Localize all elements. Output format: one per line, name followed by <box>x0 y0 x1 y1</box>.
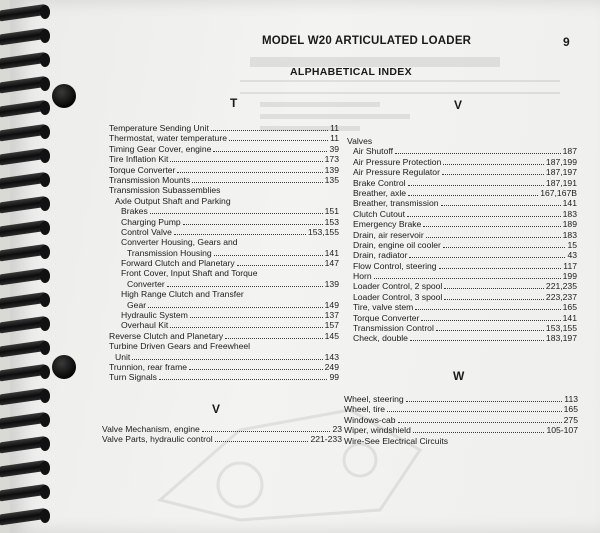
dot-leader <box>189 362 323 370</box>
index-entry <box>109 165 339 175</box>
entry-page-ref: 165 <box>563 404 578 415</box>
entry-label: Charging Pump <box>121 216 181 227</box>
entry-page-ref: 147 <box>324 258 339 269</box>
entry-label: Transmission Subassemblies <box>109 185 221 196</box>
dot-leader <box>190 310 323 318</box>
binding-coil <box>0 484 52 501</box>
entry-page-ref: 151 <box>324 206 339 217</box>
dot-leader <box>441 198 561 206</box>
dot-leader <box>406 394 563 402</box>
entry-label: Overhaul Kit <box>121 320 169 331</box>
entry-label: High Range Clutch and Transfer <box>121 289 244 300</box>
index-entry <box>109 331 339 341</box>
entry-page-ref: 249 <box>324 361 339 372</box>
entry-page-ref: 143 <box>324 351 339 362</box>
entry-page-ref: 199 <box>562 271 577 282</box>
letter-heading-w: W <box>453 369 465 383</box>
entry-label: Wheel, tire <box>344 404 386 415</box>
binding-coil <box>0 172 52 189</box>
dot-leader <box>443 240 566 248</box>
entry-page-ref: 15 <box>567 239 577 250</box>
index-entry <box>109 248 339 258</box>
letter-heading-t: T <box>230 96 238 110</box>
dot-leader <box>215 434 309 442</box>
entry-page-ref: 173 <box>324 154 339 165</box>
dot-leader <box>439 261 562 269</box>
binding-coil <box>0 292 52 309</box>
entry-label: Breather, transmission <box>353 198 439 209</box>
entry-label: Wheel, steering <box>344 394 404 404</box>
binding-coil <box>0 316 52 333</box>
entry-label: Axle Output Shaft and Parking <box>115 195 231 206</box>
binding-coil <box>0 460 52 477</box>
index-entry <box>109 144 339 154</box>
entry-label: Flow Control, steering <box>353 260 437 271</box>
dot-leader <box>423 219 560 227</box>
index-entry <box>109 237 339 247</box>
dot-leader <box>183 217 323 225</box>
index-entry <box>347 281 577 291</box>
index-entry <box>109 154 339 164</box>
entry-label: Breather, axle <box>353 187 407 198</box>
entry-label: Brake Control <box>353 177 406 188</box>
index-entry <box>109 217 339 227</box>
dot-leader <box>148 300 323 308</box>
index-entry <box>347 302 577 312</box>
entry-label: Tire, valve stem <box>353 302 414 313</box>
entry-label: Valves <box>347 136 373 146</box>
dot-leader <box>443 157 544 165</box>
index-entry <box>347 167 577 177</box>
entry-page-ref: 141 <box>324 247 339 258</box>
entry-page-ref: 153,155 <box>307 226 339 237</box>
index-entry <box>109 185 339 195</box>
entry-label: Unit <box>115 351 131 362</box>
dot-leader <box>170 320 322 328</box>
index-entry <box>347 136 577 146</box>
index-entry <box>344 415 578 425</box>
dot-leader <box>387 404 562 412</box>
binding-coil <box>0 364 52 381</box>
entry-page-ref: 141 <box>562 198 577 209</box>
index-entry <box>109 268 339 278</box>
letter-heading-v-left: V <box>212 402 221 416</box>
letter-heading-v-right: V <box>454 98 463 112</box>
entry-page-ref: 139 <box>324 278 339 289</box>
binding-coil <box>0 100 52 117</box>
entry-label: Thermostat, water temperature <box>109 133 227 144</box>
index-entry <box>347 323 577 333</box>
entry-label: Air Shutoff <box>353 146 393 157</box>
dot-leader <box>214 248 323 256</box>
entry-page-ref: 11 <box>330 133 339 144</box>
page-title: MODEL W20 ARTICULATED LOADER <box>262 35 472 47</box>
binding-coil <box>0 76 52 93</box>
dot-leader <box>408 178 544 186</box>
index-column-v-left <box>102 424 342 445</box>
index-entry <box>109 196 339 206</box>
dot-leader <box>398 415 562 423</box>
dot-leader <box>415 302 560 310</box>
index-entry <box>109 372 339 382</box>
entry-label: Drain, radiator <box>353 250 408 261</box>
binding-coil <box>0 436 52 453</box>
dot-leader <box>444 281 544 289</box>
dot-leader <box>407 209 561 217</box>
entry-page-ref: 165 <box>562 302 577 313</box>
entry-label: Front Cover, Input Shaft and Torque <box>121 268 258 279</box>
index-entry <box>347 271 577 281</box>
entry-label: Converter <box>127 278 165 289</box>
punch-hole-top <box>52 84 76 108</box>
index-entry <box>347 240 577 250</box>
spiral-binding <box>0 0 56 533</box>
entry-label: Transmission Mounts <box>109 174 191 185</box>
entry-label: Converter Housing, Gears and <box>121 237 238 248</box>
entry-page-ref: 23 <box>332 424 342 434</box>
entry-label: Hydraulic System <box>121 310 188 321</box>
entry-page-ref: 183 <box>562 229 577 240</box>
index-entry <box>109 206 339 216</box>
binding-coil <box>0 52 52 69</box>
dot-leader <box>159 372 328 380</box>
dot-leader <box>426 230 561 238</box>
entry-label: Windows-cab <box>344 414 396 425</box>
binding-coil <box>0 340 52 357</box>
entry-label: Drain, air reservoir <box>353 229 424 240</box>
index-entry <box>344 436 578 446</box>
dot-leader <box>211 123 328 131</box>
dot-leader <box>192 175 322 183</box>
dot-leader <box>442 167 544 175</box>
entry-label: Air Pressure Regulator <box>353 167 440 178</box>
entry-label: Forward Clutch and Planetary <box>121 258 235 269</box>
binding-coil <box>0 28 52 45</box>
dot-leader <box>177 165 322 173</box>
index-entry <box>347 250 577 260</box>
entry-page-ref: 157 <box>324 320 339 331</box>
index-entry <box>347 146 577 156</box>
dot-leader <box>436 323 544 331</box>
entry-page-ref: 39 <box>329 143 339 154</box>
index-column-w <box>344 394 578 446</box>
dot-leader <box>213 144 327 152</box>
index-entry <box>109 133 339 143</box>
entry-label: Drain, engine oil cooler <box>353 239 441 250</box>
entry-label: Control Valve <box>121 226 172 237</box>
entry-page-ref: 167,167B <box>540 187 577 198</box>
index-entry <box>347 219 577 229</box>
index-entry <box>347 292 577 302</box>
entry-label: Valve Parts, hydraulic control <box>102 434 213 445</box>
entry-label: Trunnion, rear frame <box>109 361 188 372</box>
index-entry <box>109 300 339 310</box>
index-entry <box>344 425 578 435</box>
index-entry <box>109 227 339 237</box>
index-page <box>10 0 600 533</box>
entry-label: Gear <box>127 299 147 310</box>
index-entry <box>109 362 339 372</box>
entry-label: Brakes <box>121 206 148 217</box>
entry-label: Loader Control, 2 spool <box>353 281 443 292</box>
dot-leader <box>174 227 306 235</box>
index-column-v-right <box>347 136 577 344</box>
index-entry <box>347 333 577 343</box>
entry-label: Loader Control, 3 spool <box>353 291 443 302</box>
entry-label: Torque Converter <box>109 164 176 175</box>
binding-coil <box>0 220 52 237</box>
index-entry <box>347 230 577 240</box>
index-entry <box>347 209 577 219</box>
dot-leader <box>237 258 323 266</box>
binding-coil <box>0 388 52 405</box>
page-number: 9 <box>563 35 570 49</box>
binding-coil <box>0 124 52 141</box>
entry-page-ref: 149 <box>324 299 339 310</box>
entry-page-ref: 183,197 <box>545 333 577 344</box>
binding-coil <box>0 196 52 213</box>
dot-leader <box>225 331 322 339</box>
binding-coil <box>0 268 52 285</box>
entry-page-ref: 43 <box>567 250 577 261</box>
index-entry <box>109 123 339 133</box>
dot-leader <box>410 333 544 341</box>
binding-coil <box>0 244 52 261</box>
entry-page-ref: 189 <box>562 219 577 230</box>
binding-coil <box>0 412 52 429</box>
dot-leader <box>421 313 560 321</box>
dot-leader <box>170 154 322 162</box>
index-entry <box>109 279 339 289</box>
entry-page-ref: 153,155 <box>545 323 577 334</box>
index-entry <box>109 352 339 362</box>
dot-leader <box>150 206 323 214</box>
entry-page-ref: 187,191 <box>545 177 577 188</box>
entry-page-ref: 187,199 <box>545 156 577 167</box>
index-entry <box>347 198 577 208</box>
dot-leader <box>413 425 545 433</box>
dot-leader <box>408 188 538 196</box>
entry-page-ref: 187,197 <box>545 167 577 178</box>
entry-page-ref: 137 <box>324 310 339 321</box>
entry-page-ref: 221-233 <box>310 434 342 445</box>
entry-page-ref: 139 <box>324 164 339 175</box>
entry-label: Clutch Cutout <box>353 208 406 219</box>
entry-label: Turbine Driven Gears and Freewheel <box>109 341 251 352</box>
entry-label: Transmission Control <box>353 323 434 334</box>
index-entry <box>347 313 577 323</box>
index-entry <box>109 175 339 185</box>
entry-page-ref: 141 <box>562 312 577 323</box>
index-entry <box>347 157 577 167</box>
index-entry <box>344 404 578 414</box>
entry-page-ref: 117 <box>563 260 577 271</box>
binding-coil <box>0 508 52 525</box>
entry-page-ref: 145 <box>324 330 339 341</box>
entry-page-ref: 135 <box>324 174 339 185</box>
index-entry <box>109 289 339 299</box>
dot-leader <box>202 424 331 432</box>
index-entry <box>102 424 342 434</box>
entry-page-ref: 11 <box>330 123 339 133</box>
entry-page-ref: 105-107 <box>546 425 578 436</box>
entry-label: Check, double <box>353 333 408 344</box>
punch-hole-bottom <box>52 355 76 379</box>
entry-label: Temperature Sending Unit <box>109 123 209 133</box>
entry-label: Transmission Housing <box>127 247 212 258</box>
entry-label: Reverse Clutch and Planetary <box>109 330 224 341</box>
entry-label: Valve Mechanism, engine <box>102 424 200 434</box>
dot-leader <box>132 352 322 360</box>
index-entry <box>109 310 339 320</box>
dot-leader <box>395 146 561 154</box>
page-subtitle: ALPHABETICAL INDEX <box>290 66 412 78</box>
index-entry <box>109 258 339 268</box>
index-entry <box>109 320 339 330</box>
index-entry <box>347 261 577 271</box>
index-entry <box>102 434 342 444</box>
index-entry <box>109 341 339 351</box>
entry-page-ref: 275 <box>563 414 578 425</box>
entry-label: Air Pressure Protection <box>353 156 442 167</box>
entry-label: Wire-See Electrical Circuits <box>344 435 449 446</box>
entry-label: Emergency Brake <box>353 219 422 230</box>
binding-coil <box>0 148 52 165</box>
entry-page-ref: 187 <box>562 146 577 157</box>
index-entry <box>344 394 578 404</box>
dot-leader <box>229 133 328 141</box>
entry-page-ref: 221,235 <box>545 281 577 292</box>
index-entry <box>347 178 577 188</box>
dot-leader <box>444 292 544 300</box>
entry-page-ref: 223,237 <box>545 291 577 302</box>
entry-page-ref: 153 <box>324 216 339 227</box>
entry-label: Horn <box>353 271 372 282</box>
entry-page-ref: 113 <box>564 394 578 404</box>
entry-label: Torque Converter <box>353 312 420 323</box>
entry-label: Tire Inflation Kit <box>109 154 169 165</box>
index-entry <box>347 188 577 198</box>
index-column-t <box>109 123 339 383</box>
entry-label: Wiper, windshield <box>344 425 411 436</box>
entry-label: Turn Signals <box>109 372 157 383</box>
dot-leader <box>167 279 323 287</box>
entry-label: Timing Gear Cover, engine <box>109 143 212 154</box>
dot-leader <box>409 250 565 258</box>
binding-coil <box>0 4 52 21</box>
entry-page-ref: 99 <box>329 372 339 383</box>
entry-page-ref: 183 <box>562 208 577 219</box>
dot-leader <box>374 271 561 279</box>
